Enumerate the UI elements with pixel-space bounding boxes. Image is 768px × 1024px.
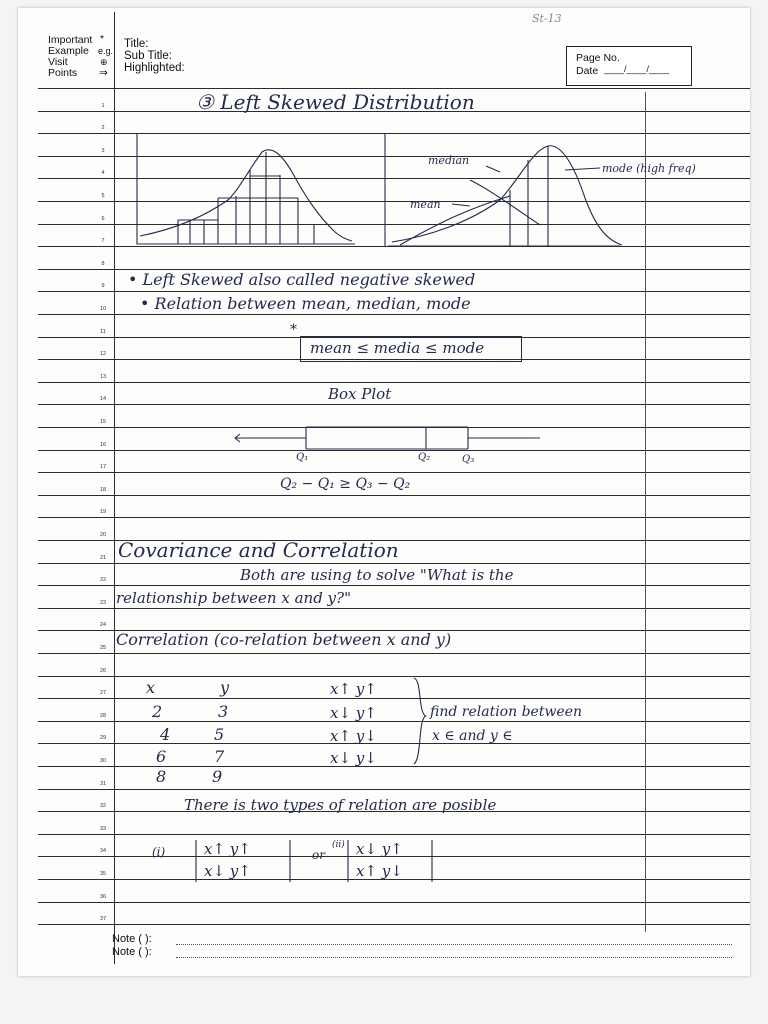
line-number: 26 (99, 667, 107, 674)
table-x-value: 4 (160, 725, 171, 744)
table-x-head: x (146, 678, 156, 697)
legend-important: Important (48, 34, 93, 46)
relation-types-line: There is two types of relation are posible (184, 796, 497, 814)
footer-note-1: Note ( ): (112, 933, 152, 945)
graph2-mode-label: mode (high freq) (602, 162, 696, 175)
line-number: 9 (101, 283, 105, 290)
table-relation: x↓ y↓ (330, 749, 377, 767)
page-no-label: Page No. (576, 52, 620, 64)
type2-row: x↑ y↓ (356, 862, 403, 880)
point-left-skewed: • Left Skewed also called negative skewed (128, 270, 476, 289)
graph2-lines (510, 146, 548, 246)
line-number: 24 (99, 622, 107, 629)
type1-label: (i) (152, 845, 166, 859)
line-number: 16 (99, 441, 107, 448)
line-number: 36 (99, 893, 107, 900)
line-number: 6 (101, 215, 105, 222)
table-y-head: y (220, 678, 230, 697)
table-x-value: 6 (156, 747, 167, 766)
line-number: 10 (99, 306, 107, 312)
covariance-heading: Covariance and Correlation (118, 538, 399, 562)
table-y-value: 9 (212, 767, 223, 786)
graph2-median-label: median (428, 154, 470, 167)
line-number: 23 (99, 599, 107, 606)
legend-visit-symbol: ⊕ (100, 57, 108, 67)
line-number: 17 (99, 464, 107, 471)
line-number: 35 (99, 871, 107, 877)
line-number: 32 (99, 803, 107, 810)
table-relation: x↓ y↑ (330, 704, 377, 722)
line-number: 19 (99, 509, 107, 516)
line-number: 8 (101, 260, 105, 267)
covariance-line1: Both are using to solve "What is the (240, 566, 514, 584)
line-number: 12 (99, 351, 107, 358)
boxplot-q1: Q₁ (296, 452, 309, 463)
brace-note-2: x ∈ and y ∈ (432, 728, 513, 744)
line-number: 27 (99, 690, 107, 697)
line-number: 28 (99, 712, 107, 719)
corner-note: St-13 (532, 12, 562, 25)
line-number: 30 (99, 758, 107, 764)
covariance-line2: relationship between x and y?" (116, 589, 351, 607)
table-y-value: 3 (218, 702, 229, 721)
line-number: 22 (99, 577, 107, 584)
legend-visit: Visit (48, 56, 68, 68)
table-x-value: 8 (156, 767, 167, 786)
table-x-value: 2 (152, 702, 163, 721)
line-number: 31 (99, 780, 107, 787)
graph2-pointers (452, 166, 600, 206)
line-number: 21 (99, 554, 107, 561)
boxplot-title: Box Plot (328, 385, 392, 403)
legend-example: Example (48, 45, 89, 57)
table-y-value: 7 (214, 747, 225, 766)
graph2-mean-label: mean (410, 198, 441, 211)
or-label: or (312, 848, 325, 862)
line-number: 11 (100, 328, 106, 335)
line-number: 33 (99, 825, 107, 832)
date-label: Date (576, 65, 599, 77)
type2-label: (ii) (332, 840, 345, 850)
graph1-bars (178, 152, 314, 244)
point-relation: • Relation between mean, median, mode (140, 294, 471, 313)
line-number: 2 (101, 125, 105, 132)
table-y-value: 5 (214, 725, 225, 744)
graph2-cross-curve (470, 180, 540, 225)
line-number: 3 (101, 147, 105, 154)
graph1-axes (137, 133, 355, 244)
boxplot-q2: Q₂ (418, 452, 431, 463)
table-relation: x↑ y↓ (330, 727, 377, 745)
type1-row: x↑ y↑ (204, 840, 251, 858)
correlation-heading: Correlation (co-relation between x and y) (116, 630, 452, 649)
line-number: 14 (99, 396, 107, 403)
graph1-curve (140, 150, 352, 241)
title-label: Title: (124, 38, 149, 50)
footer-note-1-line (176, 944, 732, 945)
relation-box-text: mean ≤ media ≤ mode (310, 339, 485, 357)
legend-points-symbol: ⇒ (99, 67, 108, 79)
type2-row: x↓ y↑ (356, 840, 403, 858)
boxplot (235, 427, 540, 449)
line-number: 18 (99, 486, 107, 493)
legend-example-symbol: e.g. (98, 46, 114, 56)
table-relation: x↑ y↑ (330, 680, 377, 698)
footer-note-2-line (176, 957, 732, 958)
line-number: 37 (99, 916, 107, 923)
line-number: 5 (101, 193, 105, 199)
legend-important-symbol: * (100, 33, 105, 45)
section-heading: ③ Left Skewed Distribution (196, 90, 475, 114)
line-number: 7 (101, 238, 105, 245)
line-number: 4 (101, 170, 105, 177)
legend-points: Points (48, 67, 78, 79)
boxplot-q3: Q₃ (462, 454, 475, 465)
line-number: 25 (99, 645, 107, 651)
line-number: 13 (99, 373, 107, 380)
type1-row: x↓ y↑ (204, 862, 251, 880)
line-number: 29 (99, 735, 107, 742)
highlighted-label: Highlighted: (124, 62, 185, 74)
line-number: 1 (101, 102, 105, 109)
table-brace (414, 678, 426, 764)
brace-note-1: find relation between (430, 704, 583, 720)
subtitle-label: Sub Title: (124, 50, 172, 62)
important-star: * (290, 322, 297, 338)
line-number: 15 (99, 419, 107, 425)
line-number: 20 (99, 532, 107, 538)
footer-note-2: Note ( ): (112, 946, 152, 958)
line-number: 34 (99, 848, 107, 855)
date-blank: ____/____/____ (604, 64, 670, 74)
boxplot-formula: Q₂ − Q₁ ≥ Q₃ − Q₂ (280, 476, 411, 492)
